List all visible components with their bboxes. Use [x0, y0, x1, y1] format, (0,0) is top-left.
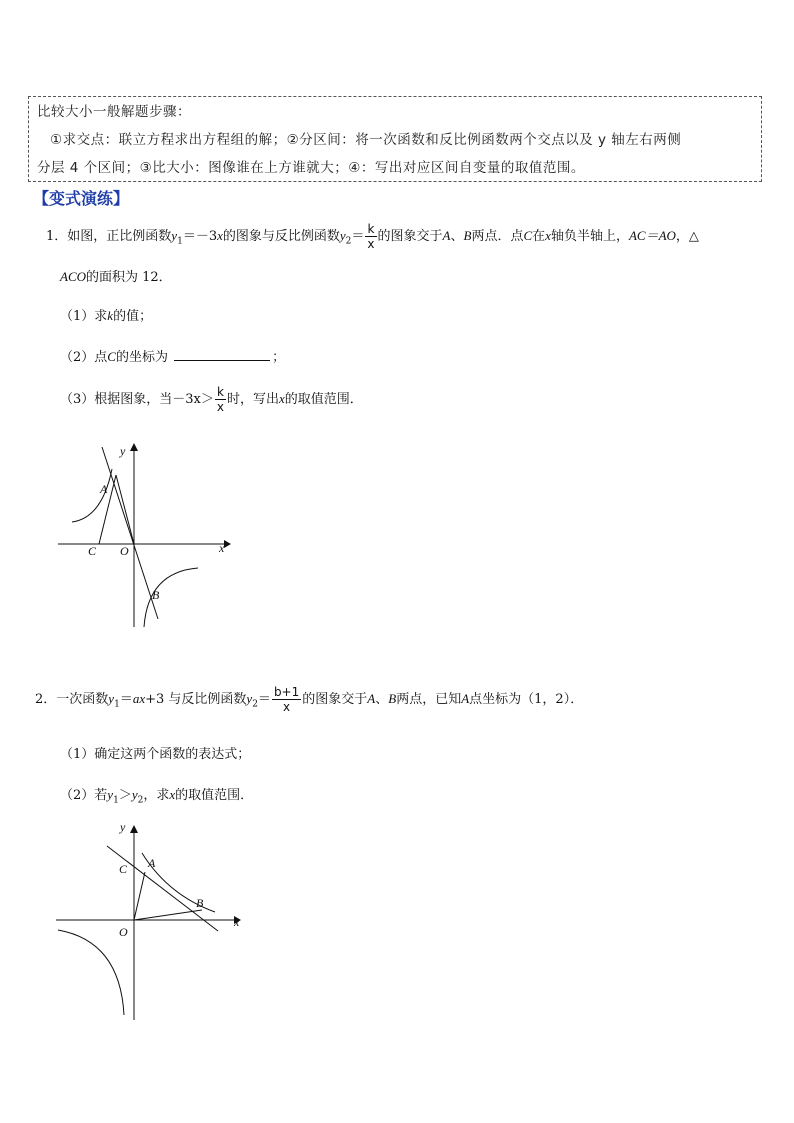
- tip-line-2: ①求交点：联立方程求出方程组的解；②分区间：将一次函数和反比例函数两个交点以及 y 轴左右两侧: [50, 132, 682, 148]
- q1-figure: [50, 435, 240, 635]
- point-c-label: C: [88, 544, 97, 558]
- q1-number: 1: [46, 229, 55, 244]
- line-y1: [102, 447, 158, 619]
- q1-part-2: （2）点C的坐标为 ；: [60, 349, 286, 365]
- y-axis-label: y: [120, 820, 126, 834]
- x-axis-arrow: [224, 540, 231, 548]
- y-axis-arrow: [130, 443, 138, 451]
- point-c-label: C: [119, 862, 128, 876]
- x-axis-label: x: [219, 541, 225, 555]
- q1-fraction: $\frac{k}{x}$: [367, 222, 375, 251]
- section-heading: 【变式演练】: [33, 189, 130, 208]
- answer-blank[interactable]: [174, 350, 270, 361]
- q1-part3-fraction: $\frac{k}{x}$: [216, 385, 224, 414]
- hyperbola-branch-lower: [58, 930, 124, 1015]
- x-axis-label: x: [234, 915, 240, 929]
- origin-label: O: [120, 544, 129, 558]
- segment-ob: [134, 910, 202, 920]
- y-axis-arrow: [130, 825, 138, 833]
- y-axis-label: y: [120, 444, 126, 458]
- point-a-label: A: [100, 482, 108, 496]
- q2-number: 2: [35, 692, 44, 707]
- q2-fraction: $\frac{b+1}{x}$: [273, 685, 300, 714]
- q1-part-3: （3）根据图象，当－3x＞ $\frac{k}{x}$ 时，写出x的取值范围．: [60, 385, 363, 414]
- line-y1: [107, 846, 218, 931]
- point-b-label: B: [152, 588, 160, 602]
- q2-part-1: （1）确定这两个函数的表达式；: [60, 747, 251, 762]
- q2-figure: [50, 815, 250, 1025]
- tip-line-3: 分层 4 个区间；③比大小：图像谁在上方谁就大；④：写出对应区间自变量的取值范围。: [37, 160, 585, 176]
- origin-label: O: [119, 925, 128, 939]
- point-b-label: B: [196, 896, 204, 910]
- q2-part-2: （2）若$y_1>y_2$，求x的取值范围．: [60, 787, 254, 806]
- q1-stem-line1: 1．如图，正比例函数$y_1=-3x$的图象与反比例函数$y_2=$ $\frac{k}{x}$ 的图象交于A、B两点．点C在x轴负半轴上，AC＝AO，△: [46, 222, 699, 251]
- tip-line-1: 比较大小一般解题步骤：: [37, 104, 191, 120]
- q2-stem: 2．一次函数$y_1=ax+3$ 与反比例函数$y_2=$ $\frac{b+1}{x}$ 的图象交于A、B两点，已知A点坐标为（1，2）．: [35, 685, 584, 714]
- segment-oa: [134, 872, 145, 920]
- q1-stem-line2: ACO的面积为 12．: [60, 269, 172, 285]
- q1-part-1: （1）求k的值；: [60, 308, 153, 324]
- segment-ao: [116, 475, 134, 544]
- point-a-label: A: [148, 856, 156, 870]
